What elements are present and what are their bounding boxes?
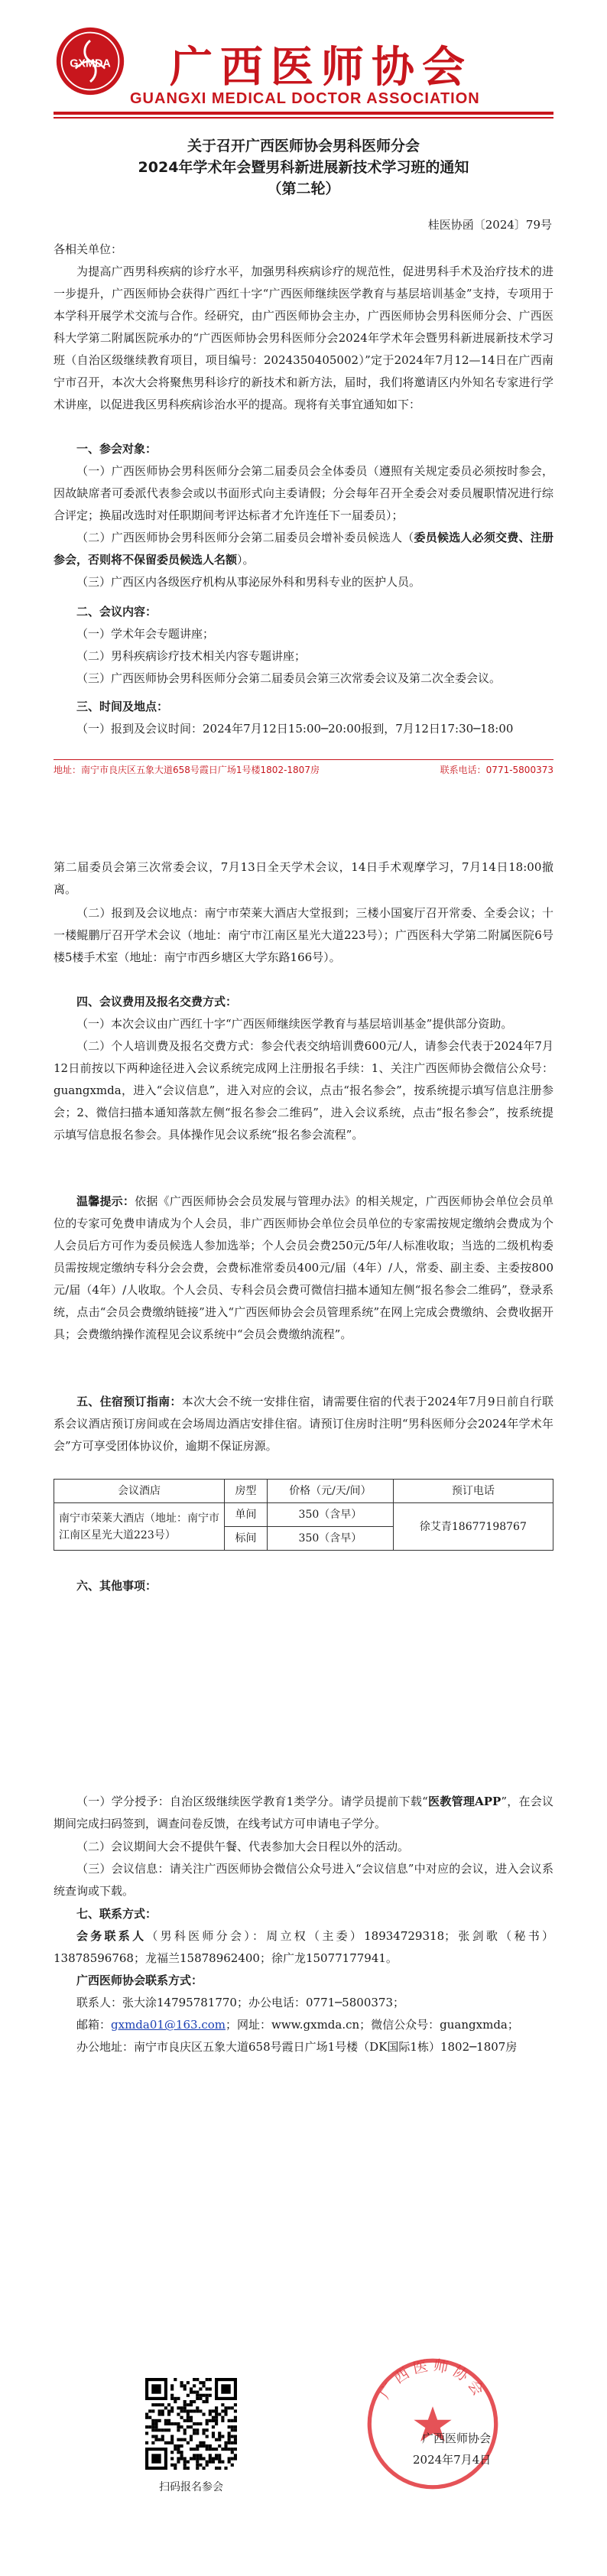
section-2-heading: 二、会议内容： bbox=[76, 605, 157, 619]
document-number: 桂医协函〔2024〕79号 bbox=[427, 218, 552, 232]
official-seal bbox=[365, 2357, 500, 2491]
room-price: 350（含早） bbox=[268, 1527, 394, 1551]
page-one bbox=[0, 0, 607, 841]
section-6-item-2: （二）会议期间大会不提供午餐、代表参加大会日程以外的活动。 bbox=[76, 1840, 410, 1853]
section-4-item-1: （一）本次会议由广西红十字“广西医师继续医学教育与基层培训基金”提供部分资助。 bbox=[76, 1017, 513, 1031]
candidate-notice: 委员候选人必须交费、注册参会，否则将不保留委员候选人名额 bbox=[54, 531, 553, 567]
section-3-item-1-part-2: 第二届委员会第三次常委会议，7月13日全天学术会议，14日手术观摩学习，7月14日18:00撤离。 bbox=[54, 860, 553, 896]
section-1-item-2: （二）广西医师协会男科医师分会第二届委员会增补委员候选人（委员候选人必须交费、注册参会，否则将不保留委员候选人名额）。 bbox=[54, 531, 553, 567]
section-2-item-2: （二）男科疾病诊疗技术相关内容专题讲座； bbox=[76, 649, 307, 663]
svg-text:广西医师协会: 广西医师协会 bbox=[375, 2357, 490, 2402]
section-6-item-3: （三）会议信息：请关注广西医师协会微信公众号进入“会议信息”中对应的会议，进入会议系统查询或下载。 bbox=[54, 1862, 553, 1898]
org-name-cn: 广西医师协会 bbox=[170, 42, 472, 93]
section-4-heading: 四、会议费用及报名交费方式： bbox=[76, 995, 238, 1009]
booking-phone: 徐艾青18677198767 bbox=[393, 1503, 553, 1551]
header-rule-thin bbox=[54, 117, 553, 119]
title-line-3: （第二轮） bbox=[267, 180, 340, 197]
room-type: 单间 bbox=[225, 1503, 268, 1527]
hotel-name: 南宁市荣莱大酒店（地址：南宁市江南区星光大道223号） bbox=[54, 1503, 225, 1551]
table-row bbox=[54, 1503, 553, 1527]
association-contact-1: 联系人：张大涂14795781770；办公电话：0771─5800373； bbox=[76, 1996, 404, 2009]
section-5-heading: 五、住宿预订指南： bbox=[76, 1395, 182, 1408]
association-contact-3: 办公地址：南宁市良庆区五象大道658号霞日广场1号楼（DK国际1栋）1802─1807房 bbox=[76, 2040, 518, 2054]
section-1-item-3: （三）广西区内各级医疗机构从事泌尿外科和男科专业的医护人员。 bbox=[76, 575, 421, 589]
title-line-2: 2024年学术年会暨男科新进展新技术学习班的通知 bbox=[138, 159, 469, 176]
header-rule bbox=[54, 112, 553, 115]
section-2-item-1: （一）学术年会专题讲座； bbox=[76, 627, 215, 641]
section-7-contacts: 会务联系人（男科医师分会）：周立权（主委）18934729318；张剑歌（秘书）13878596768；龙福兰15878962400；徐广龙15077177941。 bbox=[54, 1929, 553, 1965]
email-link[interactable]: gxmda01@163.com bbox=[111, 2018, 226, 2032]
association-contact-2: 邮箱：gxmda01@163.com；网址：www.gxmda.cn；微信公众号：guangxmda； bbox=[76, 2018, 519, 2032]
app-name: 医教管理APP bbox=[427, 1795, 502, 1808]
intro-paragraph: 为提高广西男科疾病的诊疗水平，加强男科疾病诊疗的规范性，促进男科手术及治疗技术的进一步提升，广西医师协会获得广西红十字“广西医师继续医学教育与基层培训基金”支持，专项用于本学科开展学术交流与合作。经研究，由广西医师协会主办，广西医师协会男科医师分会、广西医科大学第二附属医院承办的“广西医师协会男科医师分会2024年学术年会暨男科新进展新技术学习班（自治区级继续教育项目，项目编号：2024350405002）”定于2024年7月12—14日在广西南宁市召开，本次大会将聚焦男科诊疗的新技术和新方法，届时，我们将邀请区内外知名专家进行学术讲座，以促进我区男科疾病诊治水平的提高。现将有关事宜通知如下： bbox=[54, 265, 553, 411]
page-two bbox=[0, 856, 607, 2576]
hotel-table-header: 会议酒店 房型 价格（元/天/间） 预订电话 bbox=[54, 1480, 553, 1503]
footer-phone: 联系电话：0771-5800373 bbox=[440, 765, 553, 775]
section-6-heading: 六、其他事项： bbox=[76, 1579, 157, 1593]
section-6-item-1: （一）学分授予：自治区级继续医学教育1类学分。请学员提前下载“医教管理APP”，在会议期间完成扫码签到，调查问卷反馈，在线考试方可申请电子学分。 bbox=[54, 1795, 553, 1830]
footer-address: 地址：南宁市良庆区五象大道658号霞日广场1号楼1802-1807房 bbox=[54, 765, 320, 775]
org-name-en: GUANGXI MEDICAL DOCTOR ASSOCIATION bbox=[130, 90, 480, 107]
tip-label: 温馨提示： bbox=[76, 1194, 135, 1208]
signature-date: 2024年7月4日 bbox=[413, 2453, 492, 2467]
section-3-item-1-part-1: （一）报到及会议时间：2024年7月12日15:00─20:00报到，7月12日17:30─18:00 bbox=[76, 722, 514, 736]
footer-rule bbox=[54, 759, 553, 760]
title-line-1: 关于召开广西医师协会男科医师分会 bbox=[187, 138, 420, 154]
signature-org: 广西医师协会 bbox=[422, 2431, 492, 2445]
logo-text: GXMDA bbox=[70, 57, 111, 70]
section-5: 五、住宿预订指南：本次大会不统一安排住宿，请需要住宿的代表于2024年7月9日前自行联系会议酒店预订房间或在会场周边酒店安排住宿。请预订住房时注明“男科医师分会2024年学术年会”方可享受团体协议价，逾期不保证房源。 bbox=[54, 1395, 553, 1453]
section-2-item-3: （三）广西医师协会男科医师分会第二届委员会第三次常委会议及第二次全委会议。 bbox=[76, 671, 502, 685]
hotel-table bbox=[54, 1479, 553, 1551]
section-1-item-1: （一）广西医师协会男科医师分会第二届委员会全体委员（遵照有关规定委员必须按时参会，因故缺席者可委派代表参会或以书面形式向主委请假；分会每年召开全委会对委员履职情况进行综合评定；换届改选时对任职期间考评达标者才允许连任下一届委员）； bbox=[54, 464, 553, 522]
contact-label: 会务联系人 bbox=[76, 1929, 147, 1943]
section-7-heading: 七、联系方式： bbox=[76, 1907, 157, 1921]
section-3-item-2: （二）报到及会议地点：南宁市荣莱大酒店大堂报到；三楼小国宴厅召开常委、全委会议；十一楼鲲鹏厅召开学术会议（地址：南宁市江南区星光大道223号）；广西医科大学第二附属医院6号楼5楼手术室（地址：南宁市西乡塘区大学东路166号）。 bbox=[54, 906, 553, 964]
section-3-heading: 三、时间及地点： bbox=[76, 700, 169, 713]
section-4-tip: 温馨提示：依据《广西医师协会会员发展与管理办法》的相关规定，广西医师协会单位会员单位的专家可免费申请成为个人会员，非广西医师协会单位会员单位的专家需按规定缴纳会费成为个人会员后方可作为委员候选人参加选举；个人会员会费250元/5年/人标准收取；当选的二级机构委员需按规定缴纳专科分会会费，会费标准常委员400元/届（4年）/人，常委、副主委、主委按800元/届（4年）/人收取。个人会员、专科会员会费可微信扫描本通知左侧“报名参会二维码”，登录系统，点击“会员会费缴纳链接”进入“广西医师协会会员管理系统”在网上完成会费缴纳、会费收据开具；会费缴纳操作流程见会议系统中“会员会费缴纳流程”。 bbox=[54, 1194, 553, 1341]
salutation: 各相关单位： bbox=[54, 242, 123, 256]
qr-caption: 扫码报名参会 bbox=[159, 2481, 223, 2493]
section-4-item-2: （二）个人培训费及报名交费方式：参会代表交纳培训费600元/人，请参会代表于2024年7月12日前按以下两种途径进入会议系统完成网上注册报名手续：1、关注广西医师协会微信公众号：guangxmda，进入“会议信息”，进入对应的会议，点击“报名参会”，按系统提示填写信息注册参会；2、微信扫描本通知落款左侧“报名参会二维码”，进入会议系统，点击“报名参会”，按系统提示填写信息报名参会。具体操作见会议系统“报名参会流程”。 bbox=[54, 1039, 553, 1142]
registration-qr-code[interactable] bbox=[145, 2378, 237, 2470]
page-footer bbox=[54, 763, 553, 776]
association-contact-heading: 广西医师协会联系方式： bbox=[76, 1973, 203, 1987]
section-1-heading: 一、参会对象： bbox=[76, 442, 157, 456]
room-type: 标间 bbox=[225, 1527, 268, 1551]
room-price: 350（含早） bbox=[268, 1503, 394, 1527]
association-logo bbox=[54, 24, 127, 98]
